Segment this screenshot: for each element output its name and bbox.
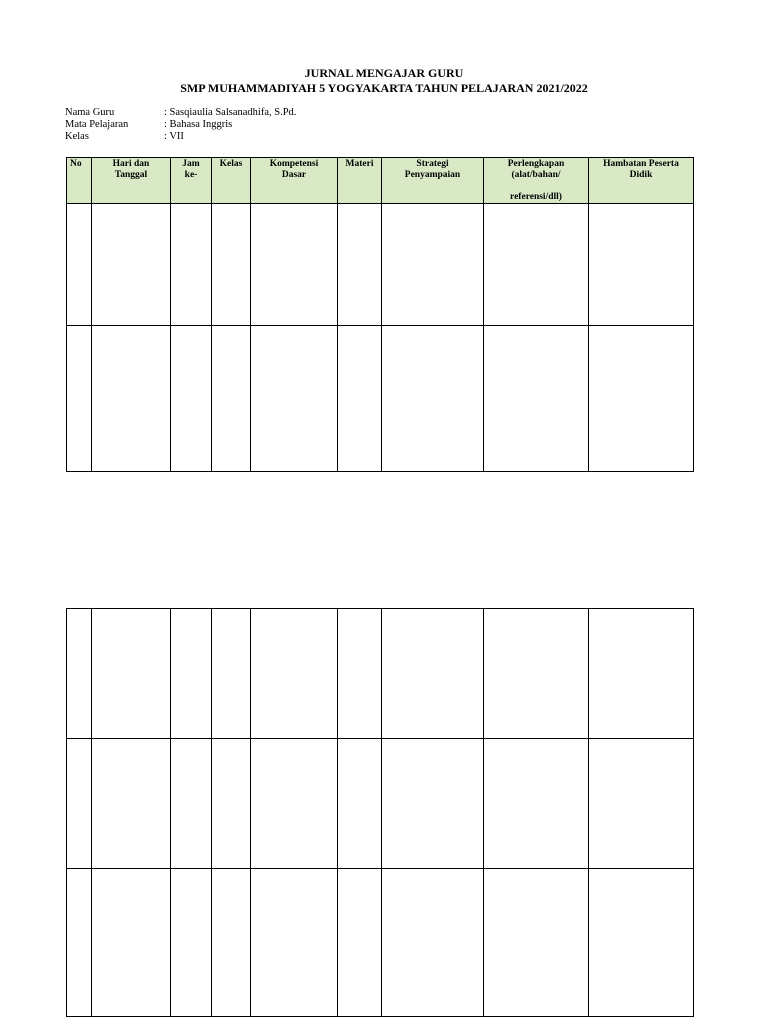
table-row <box>67 204 694 326</box>
info-value: : Sasqiaulia Salsanadhifa, S.Pd. <box>164 107 297 118</box>
info-row-subject <box>65 119 296 131</box>
header-material: Materi <box>338 158 382 204</box>
teacher-info <box>65 107 296 143</box>
info-label: Mata Pelajaran <box>65 119 129 130</box>
header-class: Kelas <box>212 158 251 204</box>
journal-table-top <box>66 157 694 472</box>
header-strategy: Strategi Penyampaian <box>382 158 484 204</box>
info-value: : Bahasa Inggris <box>164 119 233 130</box>
info-label: Nama Guru <box>65 107 115 118</box>
header-hour: Jam ke- <box>171 158 212 204</box>
journal-table-bottom <box>66 608 694 1017</box>
header-date: Hari dan Tanggal <box>92 158 171 204</box>
table-row <box>67 739 694 869</box>
header-no: No <box>67 158 92 204</box>
info-label: Kelas <box>65 131 89 142</box>
table-row <box>67 869 694 1017</box>
header-competency: Kompetensi Dasar <box>251 158 338 204</box>
header-equipment: Perlengkapan (alat/bahan/ referensi/dll) <box>484 158 589 204</box>
info-row-teacher-name <box>65 107 296 119</box>
table-header-row <box>67 158 694 204</box>
document-subtitle: SMP MUHAMMADIYAH 5 YOGYAKARTA TAHUN PELAJARAN 2021/2022 <box>180 81 588 95</box>
table-row <box>67 609 694 739</box>
document-title: JURNAL MENGAJAR GURU <box>304 66 464 80</box>
table-row <box>67 326 694 472</box>
info-value: : VII <box>164 131 184 142</box>
info-row-class <box>65 131 296 143</box>
header-obstacles: Hambatan Peserta Didik <box>589 158 694 204</box>
